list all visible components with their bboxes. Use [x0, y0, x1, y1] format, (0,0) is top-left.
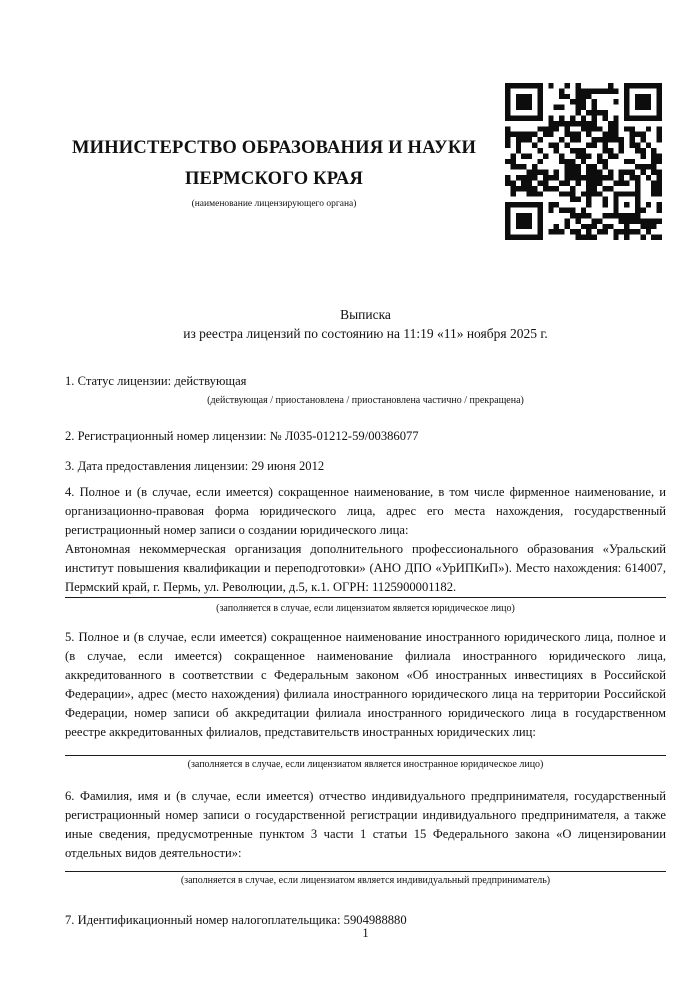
qr-code-icon [505, 83, 662, 240]
item-6-entrepreneur-label: 6. Фамилия, имя и (в случае, если имеется) отчество индивидуального предпринимателя, государственный регистрационный номер записи о государственной регистрации индивидуального предпринимателя, а также иные сведения, предусмотренные пунктом 3 части 1 статьи 15 Федерального закона «О лицензировании отдельных видов деятельности»: [65, 789, 666, 860]
item-5-foreign-entity-label: 5. Полное и (в случае, если имеется) сокращенное наименование иностранного юридического лица, полное и (в случае, если имеется) сокращенное наименование филиала иностранного юридического лица, аккредитованного в соответствии с Федеральным законом «Об иностранных инвестициях в Российской Федерации», адрес (место нахождения) филиала иностранного юридического лица на территории Российской Федерации, номер записи об аккредитации филиала иностранного юридического лица в государственном реестре аккредитованных филиалов, представительств иностранных юридических лиц: [65, 630, 666, 739]
document-body [65, 305, 666, 930]
document-title-line1: Выписка [340, 307, 391, 322]
item-3-license-grant-date: 3. Дата предоставления лицензии: 29 июня 2012 [65, 459, 325, 473]
item-1-license-status: 1. Статус лицензии: действующая [65, 374, 247, 388]
page-number: 1 [362, 926, 369, 940]
ministry-name-line2: ПЕРМСКОГО КРАЯ [184, 169, 364, 189]
document-title-line2: из реестра лицензий по состоянию на 11:19 «11» ноября 2025 г. [183, 326, 548, 341]
item-4-fill-caption: (заполняется в случае, если лицензиатом является юридическое лицо) [216, 603, 515, 614]
document-header [65, 0, 666, 250]
item-6-fill-caption: (заполняется в случае, если лицензиатом является индивидуальный предприниматель) [180, 875, 551, 886]
item-2-registration-number: 2. Регистрационный номер лицензии: № Л035-01212-59/00386077 [65, 429, 419, 443]
item-1-status-options-note: (действующая / приостановлена / приостановлена частично / прекращена) [207, 395, 524, 406]
ministry-name-line1: МИНИСТЕРСТВО ОБРАЗОВАНИЯ И НАУКИ [71, 138, 477, 158]
item-7-taxpayer-id: 7. Идентификационный номер налогоплательщика: 5904988880 [65, 913, 407, 927]
licensing-authority-block [62, 133, 486, 211]
item-4-legal-entity-value: Автономная некоммерческая организация дополнительного профессионального образования «Уральский институт повышения квалификации и переподготовки» (АНО ДПО «УрИПКиП»). Место нахождения: 614007, Пермский край, г. Пермь, ул. Революции, д.5, к.1. ОГРН: 1125900001182. [65, 540, 666, 598]
licensing-authority-caption: (наименование лицензирующего органа) [191, 199, 357, 209]
item-4-legal-entity-label: 4. Полное и (в случае, если имеется) сокращенное наименование, в том числе фирменное наименование, и организационно-правовая форма юридического лица, адрес его места нахождения, государственный регистрационный номер записи о создании юридического лица: [65, 485, 666, 537]
document-title [65, 305, 666, 343]
item-5-empty-field-underline [65, 742, 666, 756]
item-5-fill-caption: (заполняется в случае, если лицензиатом является иностранное юридическое лицо) [187, 759, 544, 770]
